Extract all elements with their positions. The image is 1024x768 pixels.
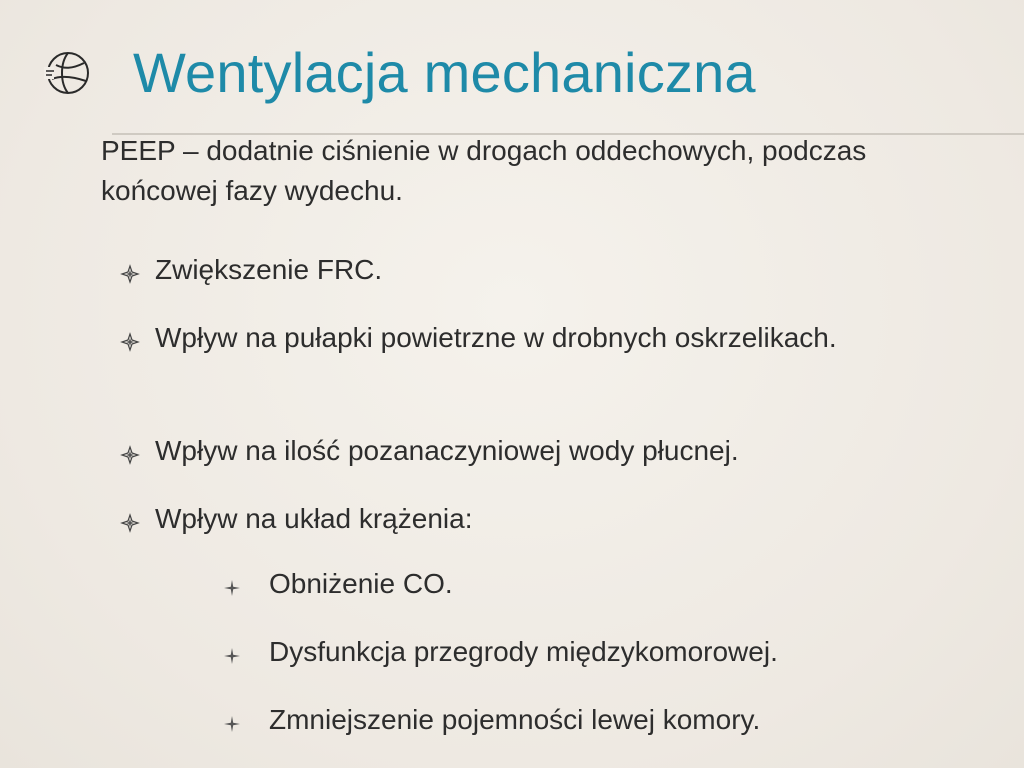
diamond-bullet-icon — [120, 445, 140, 465]
list-item — [112, 318, 972, 398]
sub-bullet-text: Zmniejszenie pojemności lewej komory. — [269, 704, 761, 735]
bullet-text: Wpływ na ilość pozanaczyniowej wody płucnej. — [155, 435, 739, 466]
diamond-bullet-icon — [120, 332, 140, 352]
sub-bullet-text: Obniżenie CO. — [269, 568, 453, 599]
sub-bullet-text: Dysfunkcja przegrody międzykomorowej. — [269, 636, 778, 667]
bullet-text: Wpływ na układ krążenia: — [155, 503, 473, 534]
sub-list-item — [222, 700, 982, 740]
leaf-logo-icon — [38, 45, 94, 101]
cross-star-bullet-icon — [222, 646, 242, 666]
diamond-bullet-icon — [120, 513, 140, 533]
page-title: Wentylacja mechaniczna — [133, 41, 756, 104]
sub-list-item — [222, 632, 982, 672]
cross-star-bullet-icon — [222, 578, 242, 598]
bullet-text: Wpływ na pułapki powietrzne w drobnych oskrzelikach. — [155, 322, 837, 353]
sub-list-item — [222, 564, 982, 604]
list-item — [112, 250, 972, 290]
bullet-text: Zwiększenie FRC. — [155, 254, 383, 285]
diamond-bullet-icon — [120, 264, 140, 284]
list-item — [112, 431, 972, 471]
cross-star-bullet-icon — [222, 714, 242, 734]
list-item — [112, 499, 972, 539]
intro-text: PEEP – dodatnie ciśnienie w drogach oddechowych, podczas końcowej fazy wydechu. — [101, 135, 867, 206]
